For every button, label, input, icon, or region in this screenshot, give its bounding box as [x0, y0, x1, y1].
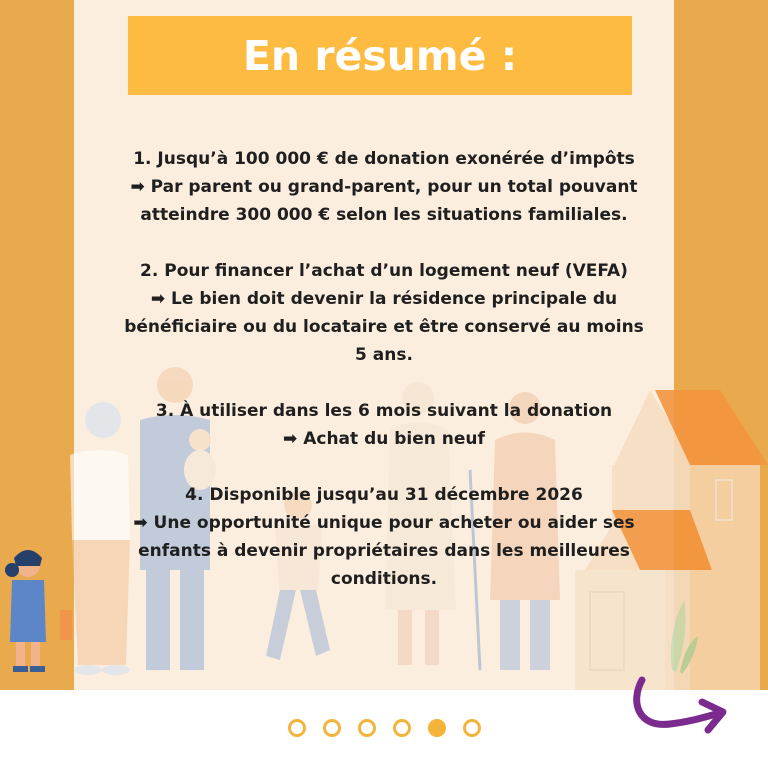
pagination-dot[interactable] [463, 719, 481, 737]
summary-item-4 [84, 481, 684, 593]
summary-item-line: conditions. [330, 569, 438, 589]
pagination-dot[interactable] [358, 719, 376, 737]
pagination-dot[interactable] [393, 719, 411, 737]
summary-item-line: ➡ Le bien doit devenir la résidence principale du [150, 289, 618, 309]
summary-item-line: ➡ Achat du bien neuf [283, 429, 485, 449]
summary-item-line: ➡ Par parent ou grand-parent, pour un total pouvant [130, 177, 638, 197]
pagination-dot[interactable] [428, 719, 446, 737]
page-title: En résumé : [242, 31, 518, 80]
summary-item-line: 2. Pour financer l’achat d’un logement neuf (VEFA) [140, 261, 628, 281]
summary-content [84, 145, 684, 621]
summary-item-3 [84, 397, 684, 453]
pagination-dot[interactable] [288, 719, 306, 737]
summary-item-line: enfants à devenir propriétaires dans les meilleures [138, 541, 630, 561]
summary-item-2 [84, 257, 684, 369]
pagination-dot[interactable] [323, 719, 341, 737]
summary-item-line: atteindre 300 000 € selon les situations familiales. [140, 205, 628, 225]
curved-arrow-right-icon[interactable] [628, 674, 732, 746]
summary-item-line: 5 ans. [355, 345, 413, 365]
summary-item-line: 3. À utiliser dans les 6 mois suivant la donation [155, 401, 613, 421]
summary-item-line: 1. Jusqu’à 100 000 € de donation exonérée d’impôts [133, 149, 635, 169]
summary-item-1 [84, 145, 684, 229]
summary-item-line: bénéficiaire ou du locataire et être conservé au moins [124, 317, 644, 337]
little-girl-illustration [5, 550, 72, 672]
title-banner [128, 16, 632, 95]
summary-item-line: 4. Disponible jusqu’au 31 décembre 2026 [185, 485, 583, 505]
summary-item-line: ➡ Une opportunité unique pour acheter ou aider ses [133, 513, 635, 533]
